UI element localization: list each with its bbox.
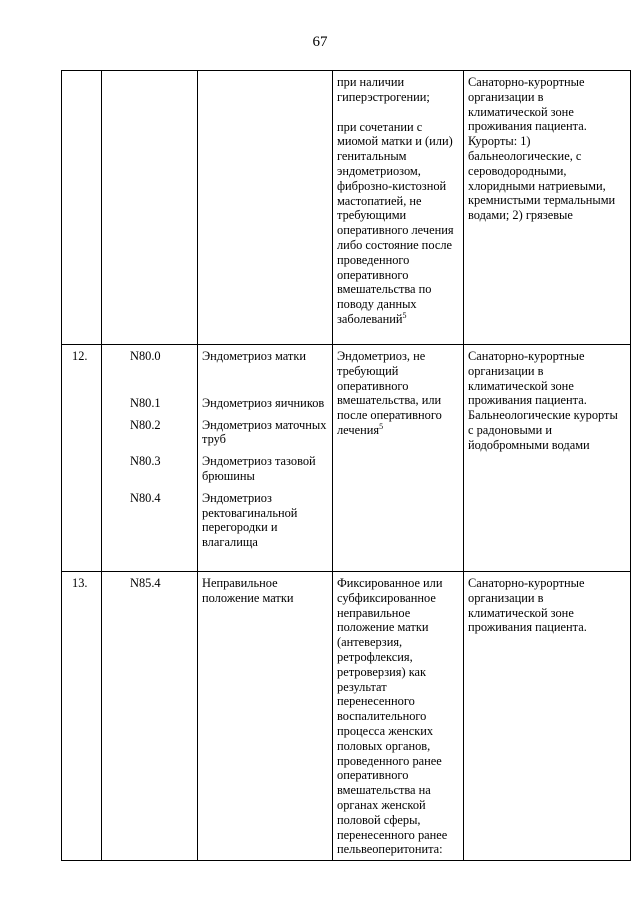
row-number-cell: [62, 71, 102, 345]
indications-text: Эндометриоз, не требующий оперативного вмешательства, или после оперативного лечения: [337, 349, 442, 437]
resorts-cell: Санаторно-курортные организации в климатической зоне проживания пациента.: [464, 572, 631, 861]
diagnosis-name: Эндометриоз ректовагинальной перегородки и влагалища: [202, 490, 298, 550]
indications-text: при сочетании с миомой матки и (или) генитальным эндометриозом, фиброзно-кистозной мастопатией, не требующими оперативного лечения либо состояние после проведенного оперативного вмешательства по поводу данных заболеваний$^5$: [337, 119, 454, 326]
diagnosis-name: Эндометриоз маточных труб: [202, 417, 327, 447]
indications-cell: Фиксированное или субфиксированное неправильное положение матки (антеверзия, ретрофлексия, ретроверзия) как результат перенесенного воспалительного процесса женских половых органов, проведенного ранее оперативного вмешательства на органах женской половой сферы, перенесенного ранее пельвеоперитонита:: [333, 572, 464, 861]
icd-code: N80.1: [130, 395, 161, 410]
page-number: 67: [312, 34, 328, 50]
resorts-cell: Санаторно-курортные организации в климатической зоне проживания пациента. Бальнеологические курорты с радоновыми и йодобромными водами: [464, 345, 631, 572]
diagnosis-name: Неправильное положение матки: [198, 572, 333, 861]
diagnosis-name: Эндометриоз матки: [202, 349, 306, 363]
indications-text: при наличии гиперэстрогении;: [337, 75, 430, 104]
icd-code: N80.4: [130, 491, 161, 506]
diagnosis-name: Эндометриоз яичников: [202, 395, 325, 410]
table-row: [62, 71, 631, 345]
footnote-ref: 5: [402, 310, 407, 320]
diagnosis-cell: [198, 345, 333, 572]
icd-code: N80.0: [130, 349, 161, 363]
icd-code: N80.3: [130, 454, 161, 469]
row-number: 12.: [62, 345, 102, 572]
diagnosis-cell: [198, 71, 333, 345]
table-row: [62, 572, 631, 861]
icd-code: N80.2: [130, 417, 161, 432]
resorts-cell: Санаторно-курортные организации в климатической зоне проживания пациента. Курорты: 1) бальнеологические, с сероводородными, хлоридными натриевыми, кремнистыми термальными водами; 2) грязевые: [464, 71, 631, 345]
table-row: [62, 345, 631, 572]
row-number: 13.: [62, 572, 102, 861]
diagnosis-name: Эндометриоз тазовой брюшины: [202, 454, 316, 483]
footnote-ref: 5: [379, 421, 384, 431]
code-cell: [102, 345, 198, 572]
indications-table: [61, 70, 631, 861]
code-cell: [102, 71, 198, 345]
icd-code: N85.4: [102, 572, 198, 861]
indications-cell: [333, 71, 464, 345]
indications-cell: [333, 345, 464, 572]
